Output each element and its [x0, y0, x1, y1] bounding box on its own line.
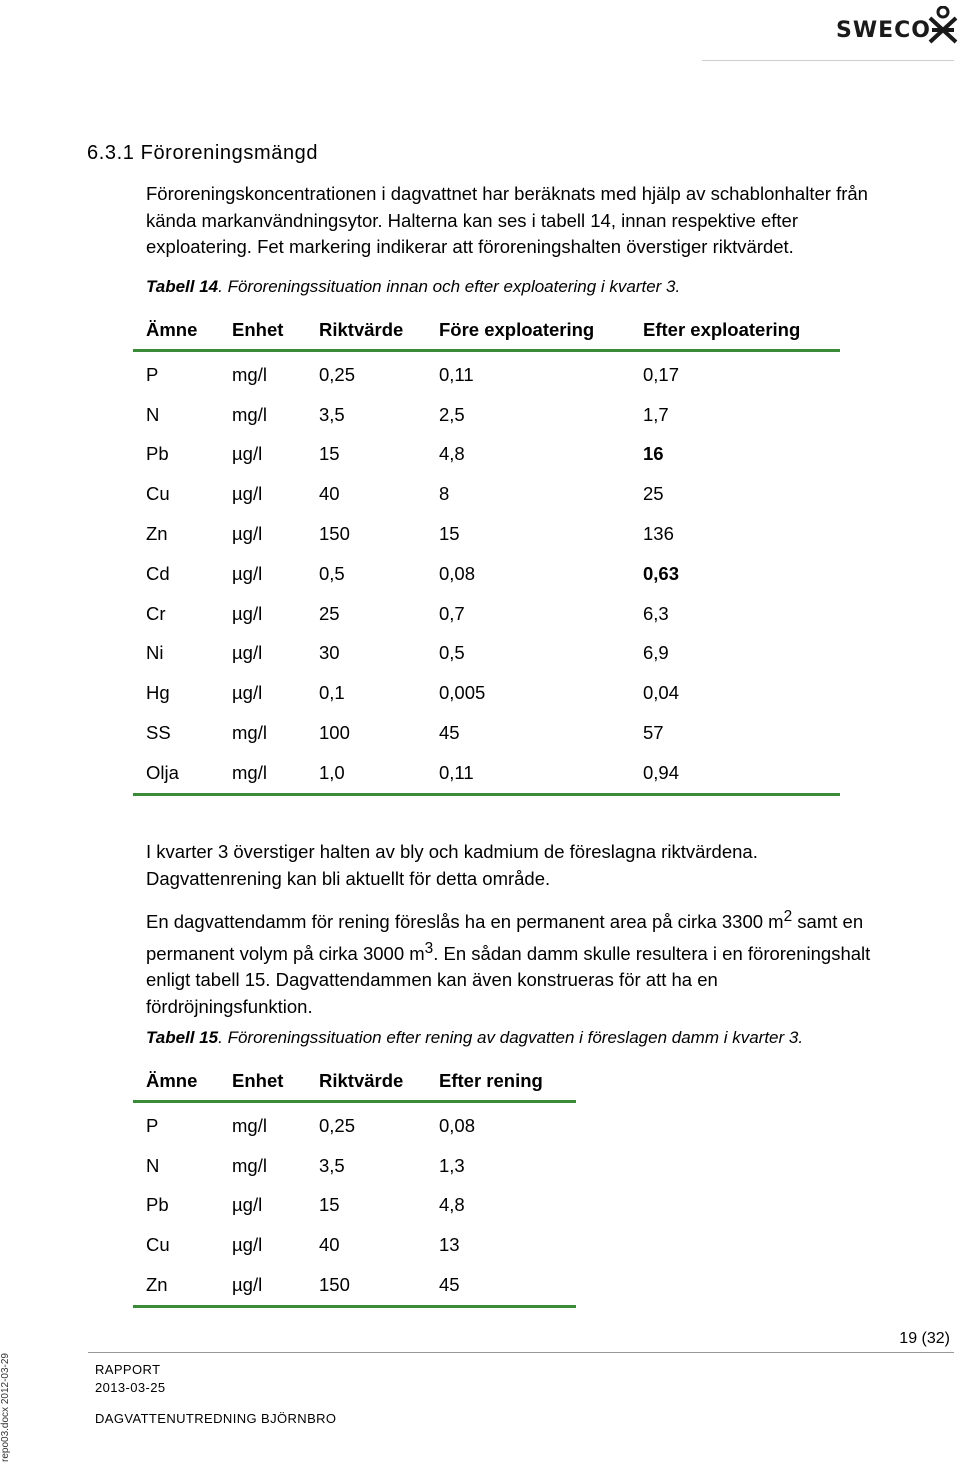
cell: 0,08	[439, 1114, 476, 1136]
footer-rule	[88, 1352, 954, 1353]
intro-line: kända markanvändningsytor. Halterna kan ses i tabell 14, innan respektive efter	[146, 209, 798, 231]
table-row	[133, 594, 840, 634]
table-row	[133, 395, 840, 435]
cell: 25	[319, 602, 340, 624]
paragraph-line: Dagvattenrening kan bli aktuellt för detta område.	[146, 867, 551, 889]
col-header: Riktvärde	[306, 311, 426, 351]
table-row	[133, 351, 840, 395]
superscript: 2	[783, 908, 793, 925]
cell: Zn	[146, 523, 168, 545]
cell: 2,5	[439, 403, 465, 425]
cell: 4,8	[439, 1194, 465, 1216]
cell: 57	[643, 722, 664, 744]
cell: Cu	[146, 1234, 170, 1256]
cell: N	[146, 1154, 160, 1176]
footer-title: DAGVATTENUTREDNING BJÖRNBRO	[95, 1411, 337, 1426]
paragraph-line: enligt tabell 15. Dagvattendammen kan även konstrueras för att ha en	[146, 969, 718, 991]
col-header: Efter exploatering	[630, 311, 840, 351]
analysis-paragraph	[146, 839, 946, 892]
table-row	[133, 1225, 576, 1265]
cell: 6,3	[643, 602, 669, 624]
footer-doc-type: RAPPORT	[95, 1362, 161, 1377]
cell: SS	[146, 722, 171, 744]
cell: µg/l	[232, 523, 263, 545]
cell: 136	[643, 523, 674, 545]
cell: 0,1	[319, 682, 345, 704]
table14	[133, 311, 840, 796]
template-id: repo03.docx 2012-03-29	[0, 1353, 11, 1462]
cell: mg/l	[219, 753, 306, 794]
cell: 0,94	[630, 753, 840, 794]
table-row	[133, 1186, 576, 1226]
logo-icon	[928, 6, 958, 46]
cell: Cd	[146, 562, 170, 584]
table-row	[133, 474, 840, 514]
table-row	[133, 514, 840, 554]
table14-caption-label: Tabell 14	[146, 277, 219, 296]
cell: 0,08	[439, 562, 476, 584]
table-row	[133, 1265, 576, 1306]
superscript: 3	[424, 939, 434, 957]
cell: 0,11	[439, 363, 474, 385]
cell: Hg	[146, 682, 170, 704]
cell-exceeds: 16	[643, 443, 664, 465]
table-row	[133, 1102, 576, 1146]
page-number: 19 (32)	[899, 1330, 950, 1347]
cell: 150	[319, 523, 350, 545]
cell: Ni	[146, 642, 164, 664]
cell: 3,5	[319, 1154, 345, 1176]
cell: 30	[319, 642, 340, 664]
cell: mg/l	[232, 722, 267, 744]
cell: 3,5	[319, 403, 345, 425]
cell: µg/l	[232, 443, 263, 465]
cell: 40	[319, 483, 340, 505]
cell: 0,7	[439, 602, 465, 624]
cell: 15	[319, 1194, 340, 1216]
cell: µg/l	[232, 483, 263, 505]
paragraph-line: En dagvattendamm för rening föreslås ha en permanent area på cirka 3300 m	[146, 911, 784, 933]
table-header-row	[133, 311, 840, 351]
cell: 0,5	[439, 642, 465, 664]
cell: 45	[426, 1265, 576, 1306]
cell: 1,0	[306, 753, 426, 794]
cell: Pb	[146, 1194, 169, 1216]
cell: 15	[319, 443, 340, 465]
cell: µg/l	[232, 602, 263, 624]
cell: 0,04	[643, 682, 680, 704]
cell: P	[146, 363, 159, 385]
paragraph-line: permanent volym på cirka 3000 m	[146, 942, 425, 964]
cell: 150	[306, 1265, 426, 1306]
col-header: Ämne	[133, 311, 219, 351]
cell: 0,11	[426, 753, 630, 794]
cell: 8	[439, 483, 450, 505]
cell: µg/l	[232, 1194, 263, 1216]
table15-caption	[146, 1028, 803, 1048]
cell: Olja	[133, 753, 219, 794]
col-header: Enhet	[219, 1062, 306, 1102]
cell: 45	[439, 722, 460, 744]
header-rule	[702, 60, 954, 61]
cell: P	[146, 1114, 159, 1136]
col-header: Enhet	[219, 311, 306, 351]
table-row	[133, 554, 840, 594]
table-row	[133, 1146, 576, 1186]
cell: 0,25	[319, 1114, 356, 1136]
cell: 1,7	[643, 403, 669, 425]
cell: µg/l	[232, 682, 263, 704]
cell: mg/l	[232, 403, 267, 425]
table-header-row	[133, 1062, 576, 1102]
cell: 6,9	[643, 642, 669, 664]
sweco-logo	[832, 6, 960, 50]
table-row	[133, 673, 840, 713]
cell: N	[146, 403, 160, 425]
intro-line: Föroreningskoncentrationen i dagvattnet har beräknats med hjälp av schablonhalter från	[146, 183, 868, 204]
cell: 0,005	[439, 682, 486, 704]
cell: 25	[643, 483, 664, 505]
cell: 40	[319, 1234, 340, 1256]
col-header: Ämne	[133, 1062, 219, 1102]
cell-exceeds: 0,63	[643, 562, 680, 584]
table-row	[133, 634, 840, 674]
table14-caption	[146, 277, 680, 297]
cell: Pb	[146, 443, 169, 465]
table15-caption-label: Tabell 15	[146, 1028, 219, 1047]
footer-date: 2013-03-25	[95, 1380, 166, 1395]
table14-caption-text: . Föroreningssituation innan och efter exploatering i kvarter 3.	[218, 277, 681, 296]
table-row	[133, 713, 840, 753]
cell: µg/l	[232, 642, 263, 664]
cell: 15	[439, 523, 460, 545]
table-row	[133, 435, 840, 475]
col-header: Efter rening	[426, 1062, 576, 1102]
cell: Zn	[133, 1265, 219, 1306]
table15-caption-text: . Föroreningssituation efter rening av dagvatten i föreslagen damm i kvarter 3.	[218, 1028, 804, 1047]
cell: 1,3	[439, 1154, 465, 1176]
cell: 0,5	[319, 562, 345, 584]
cell: 13	[439, 1234, 460, 1256]
cell: µg/l	[232, 1234, 263, 1256]
cell: µg/l	[219, 1265, 306, 1306]
table15	[133, 1062, 576, 1308]
intro-paragraph	[146, 181, 946, 261]
pond-paragraph	[146, 904, 946, 1020]
cell: Cr	[146, 602, 166, 624]
paragraph-line: fördröjningsfunktion.	[146, 995, 313, 1017]
section-heading: 6.3.1 Föroreningsmängd	[87, 142, 319, 164]
cell: 100	[319, 722, 350, 744]
paragraph-line: samt en	[792, 911, 864, 933]
cell: mg/l	[232, 363, 267, 385]
cell: Cu	[146, 483, 170, 505]
col-header: Före exploatering	[426, 311, 630, 351]
cell: mg/l	[232, 1114, 267, 1136]
cell: mg/l	[232, 1154, 267, 1176]
table-row	[133, 753, 840, 794]
paragraph-line: . En sådan damm skulle resultera i en föroreningshalt	[433, 942, 871, 964]
logo-wordmark: SWECO	[836, 18, 931, 43]
cell: 0,17	[643, 363, 680, 385]
col-header: Riktvärde	[306, 1062, 426, 1102]
paragraph-line: I kvarter 3 överstiger halten av bly och kadmium de föreslagna riktvärdena.	[146, 841, 758, 862]
cell: 0,25	[319, 363, 356, 385]
cell: µg/l	[232, 562, 263, 584]
cell: 4,8	[439, 443, 465, 465]
intro-line: exploatering. Fet markering indikerar att föroreningshalten överstiger riktvärdet.	[146, 236, 794, 257]
